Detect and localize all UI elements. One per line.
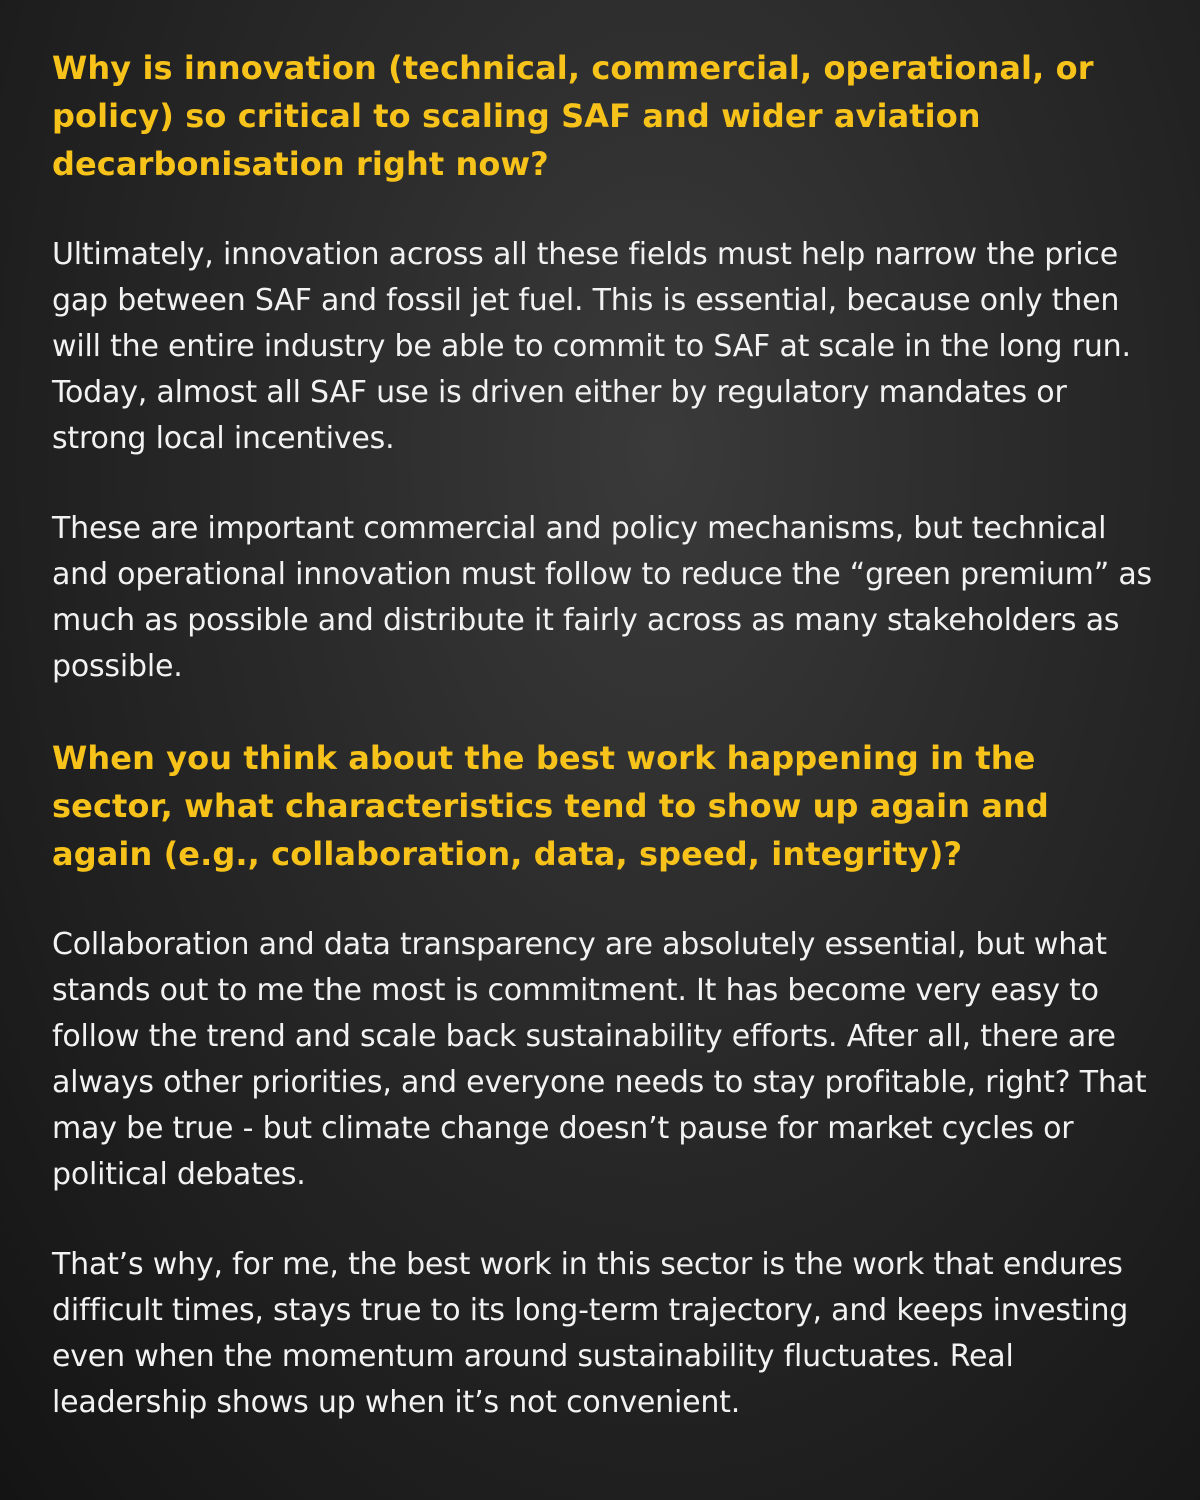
spacer [52, 462, 1160, 506]
answer-paragraph: That’s why, for me, the best work in this sector is the work that endures difficult times, stays true to its long-term trajectory, and keeps investing even when the momentum around sustainability fluctuates. Real leadership shows up when it’s not convenient. [52, 1247, 1129, 1420]
spacer [52, 878, 1160, 922]
spacer [52, 690, 1160, 734]
answer-paragraph: Collaboration and data transparency are absolutely essential, but what stands out to me the most is commitment. It has become very easy to follow the trend and scale back sustainability efforts. After all, there are always other priorities, and everyone needs to stay profitable, right? That may be true - but climate change doesn’t pause for market cycles or political debates. [52, 927, 1147, 1192]
answer-paragraph: These are important commercial and policy mechanisms, but technical and operational innovation must follow to reduce the “green premium” as much as possible and distribute it fairly across as many stakeholders as possible. [52, 511, 1152, 684]
question-heading: Why is innovation (technical, commercial, operational, or policy) so critical to scaling SAF and wider aviation decarbonisation right now? [52, 49, 1094, 183]
question-heading: When you think about the best work happening in the sector, what characteristics tend to show up again and again (e.g., collaboration, data, speed, integrity)? [52, 739, 1049, 873]
answer-paragraph: Ultimately, innovation across all these fields must help narrow the price gap between SAF and fossil jet fuel. This is essential, because only then will the entire industry be able to commit to SAF at scale in the long run. Today, almost all SAF use is driven either by regulatory mandates or strong local incentives. [52, 237, 1131, 456]
spacer [52, 1198, 1160, 1242]
spacer [52, 188, 1160, 232]
